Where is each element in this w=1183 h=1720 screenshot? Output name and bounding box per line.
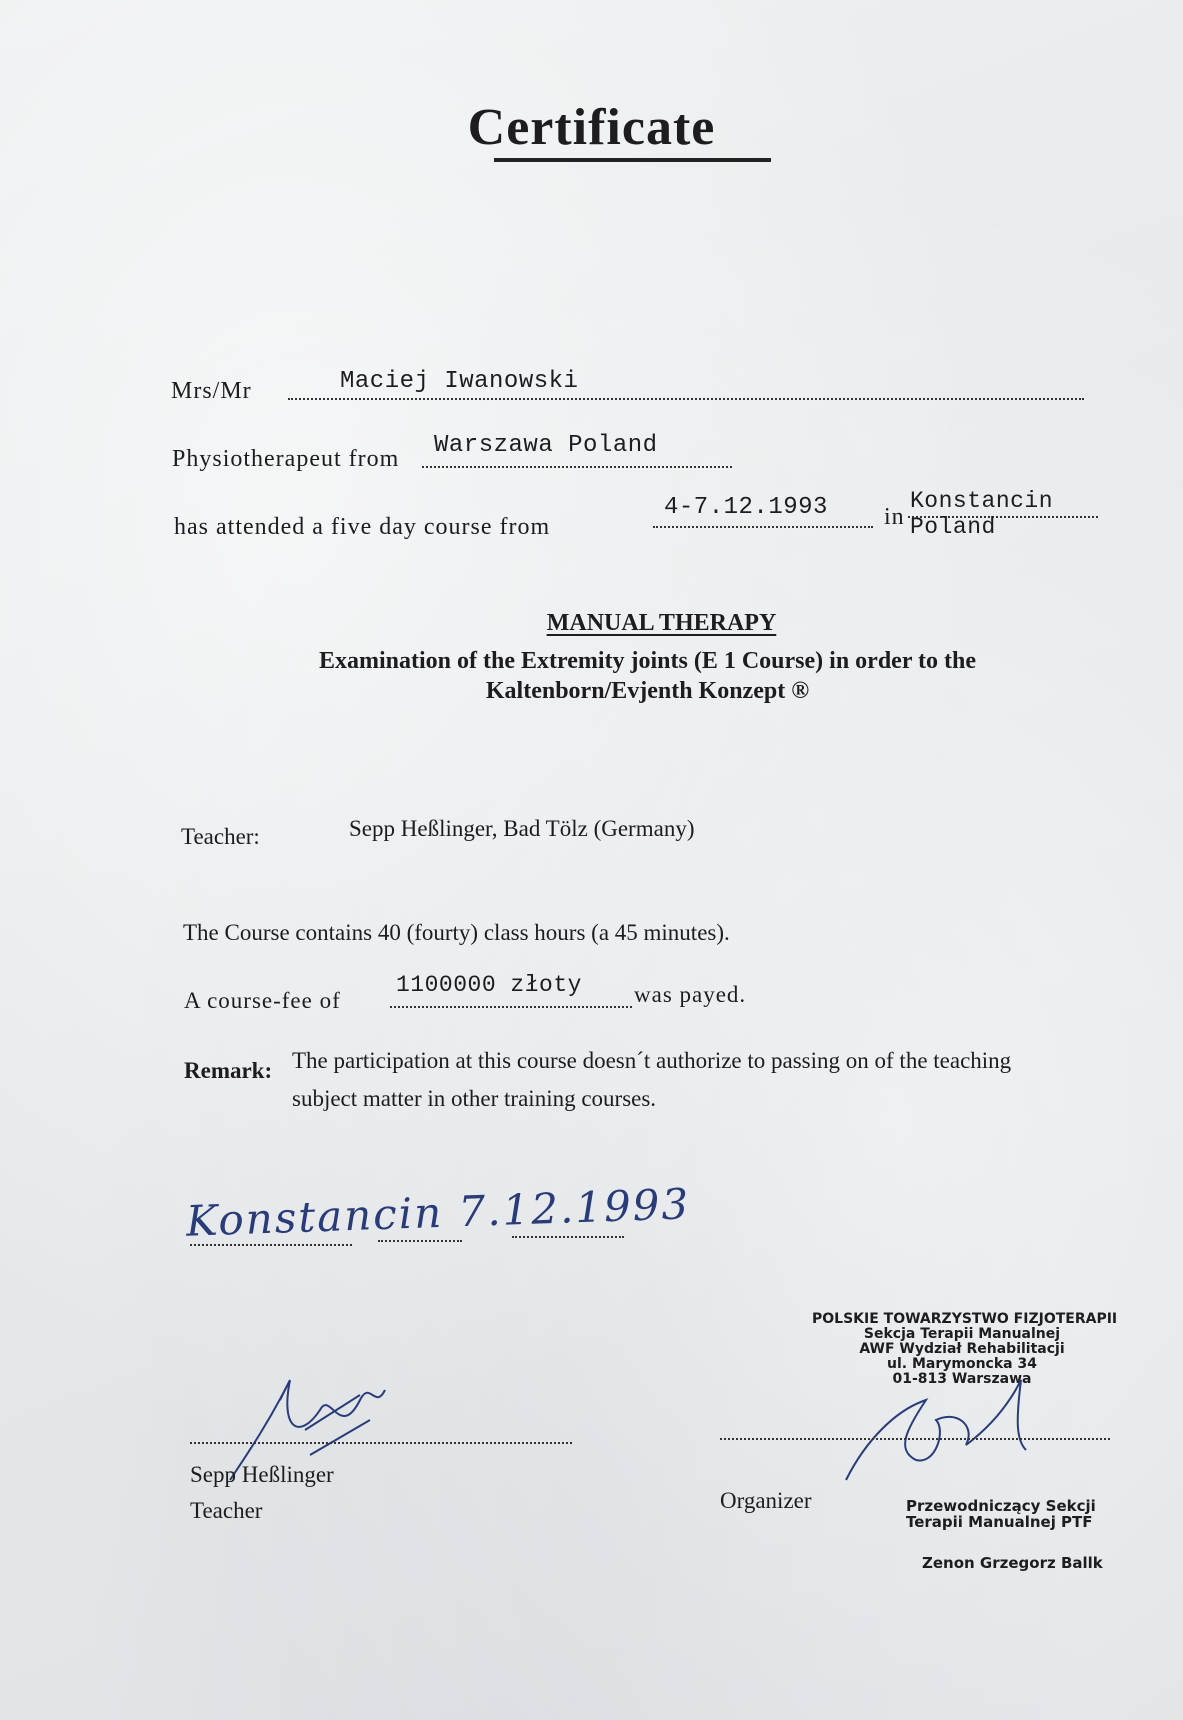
teacher-sign-dotted-line bbox=[190, 1442, 572, 1444]
stamp-line-1: POLSKIE TOWARZYSTWO FIZJOTERAPII bbox=[812, 1311, 1118, 1327]
organizer-label: Organizer bbox=[720, 1488, 812, 1513]
name-dotted-line bbox=[288, 398, 1084, 400]
teacher-label: Teacher: bbox=[181, 824, 260, 849]
course-hours-text: The Course contains 40 (fourty) class hours (a 45 minutes). bbox=[183, 920, 730, 945]
place-dotted-line bbox=[190, 1244, 352, 1246]
course-line1: Examination of the Extremity joints (E 1 Course) in order to the bbox=[318, 648, 977, 674]
stamp-line-4: ul. Marymoncka 34 bbox=[887, 1356, 1037, 1372]
date-dotted-line-1 bbox=[378, 1240, 462, 1242]
fee-dotted-line bbox=[390, 1006, 632, 1008]
stamp-line-2: Sekcja Terapii Manualnej bbox=[863, 1326, 1061, 1342]
fee-suffix: was payed. bbox=[634, 982, 747, 1007]
origin-value: Warszawa Poland bbox=[434, 432, 658, 459]
organizer-sign-dotted-line bbox=[720, 1438, 1110, 1440]
chair-name: Zenon Grzegorz Ballk bbox=[922, 1554, 1103, 1572]
fee-value: 1100000 złoty bbox=[396, 972, 582, 998]
origin-dotted-line bbox=[422, 466, 732, 468]
attended-label: has attended a five day course from bbox=[174, 514, 551, 540]
dates-dotted-line bbox=[653, 526, 873, 528]
chair-title bbox=[906, 1498, 1106, 1530]
name-value: Maciej Iwanowski bbox=[340, 368, 579, 395]
teacher-sign-name: Sepp Heßlinger bbox=[190, 1462, 334, 1487]
chair-line2: Terapii Manualnej PTF bbox=[906, 1513, 1093, 1531]
course-heading bbox=[70, 610, 1183, 637]
stamp-line-3: AWF Wydział Rehabilitacji bbox=[859, 1341, 1065, 1357]
title-underline bbox=[494, 158, 771, 162]
fee-label: A course-fee of bbox=[184, 988, 341, 1013]
certificate-title: Certificate bbox=[467, 99, 716, 156]
course-line2: Kaltenborn/Evjenth Konzept ® bbox=[485, 678, 810, 704]
teacher-value: Sepp Heßlinger, Bad Tölz (Germany) bbox=[349, 816, 695, 841]
course-heading-text: MANUAL THERAPY bbox=[546, 610, 777, 636]
location-line1: Konstancin bbox=[910, 488, 1054, 514]
teacher-sign-role: Teacher bbox=[190, 1498, 263, 1523]
location-line2: Poland bbox=[910, 514, 996, 540]
remark-line2: subject matter in other training courses. bbox=[292, 1086, 657, 1111]
date-dotted-line-2 bbox=[512, 1236, 624, 1238]
in-label: in bbox=[884, 504, 905, 530]
remark-line1: The participation at this course doesn´t authorize to passing on of the teaching bbox=[292, 1048, 1012, 1073]
dates-value: 4-7.12.1993 bbox=[664, 494, 828, 521]
chair-line1: Przewodniczący Sekcji bbox=[906, 1497, 1096, 1515]
name-label: Mrs/Mr bbox=[171, 378, 252, 404]
place-date-handwritten: Konstancin 7.12.1993 bbox=[185, 1179, 691, 1246]
stamp-line-5: 01-813 Warszawa bbox=[892, 1371, 1032, 1387]
organizer-signature-icon bbox=[836, 1370, 1066, 1490]
profession-label: Physiotherapeut from bbox=[172, 446, 400, 472]
remark-label: Remark: bbox=[184, 1058, 273, 1083]
